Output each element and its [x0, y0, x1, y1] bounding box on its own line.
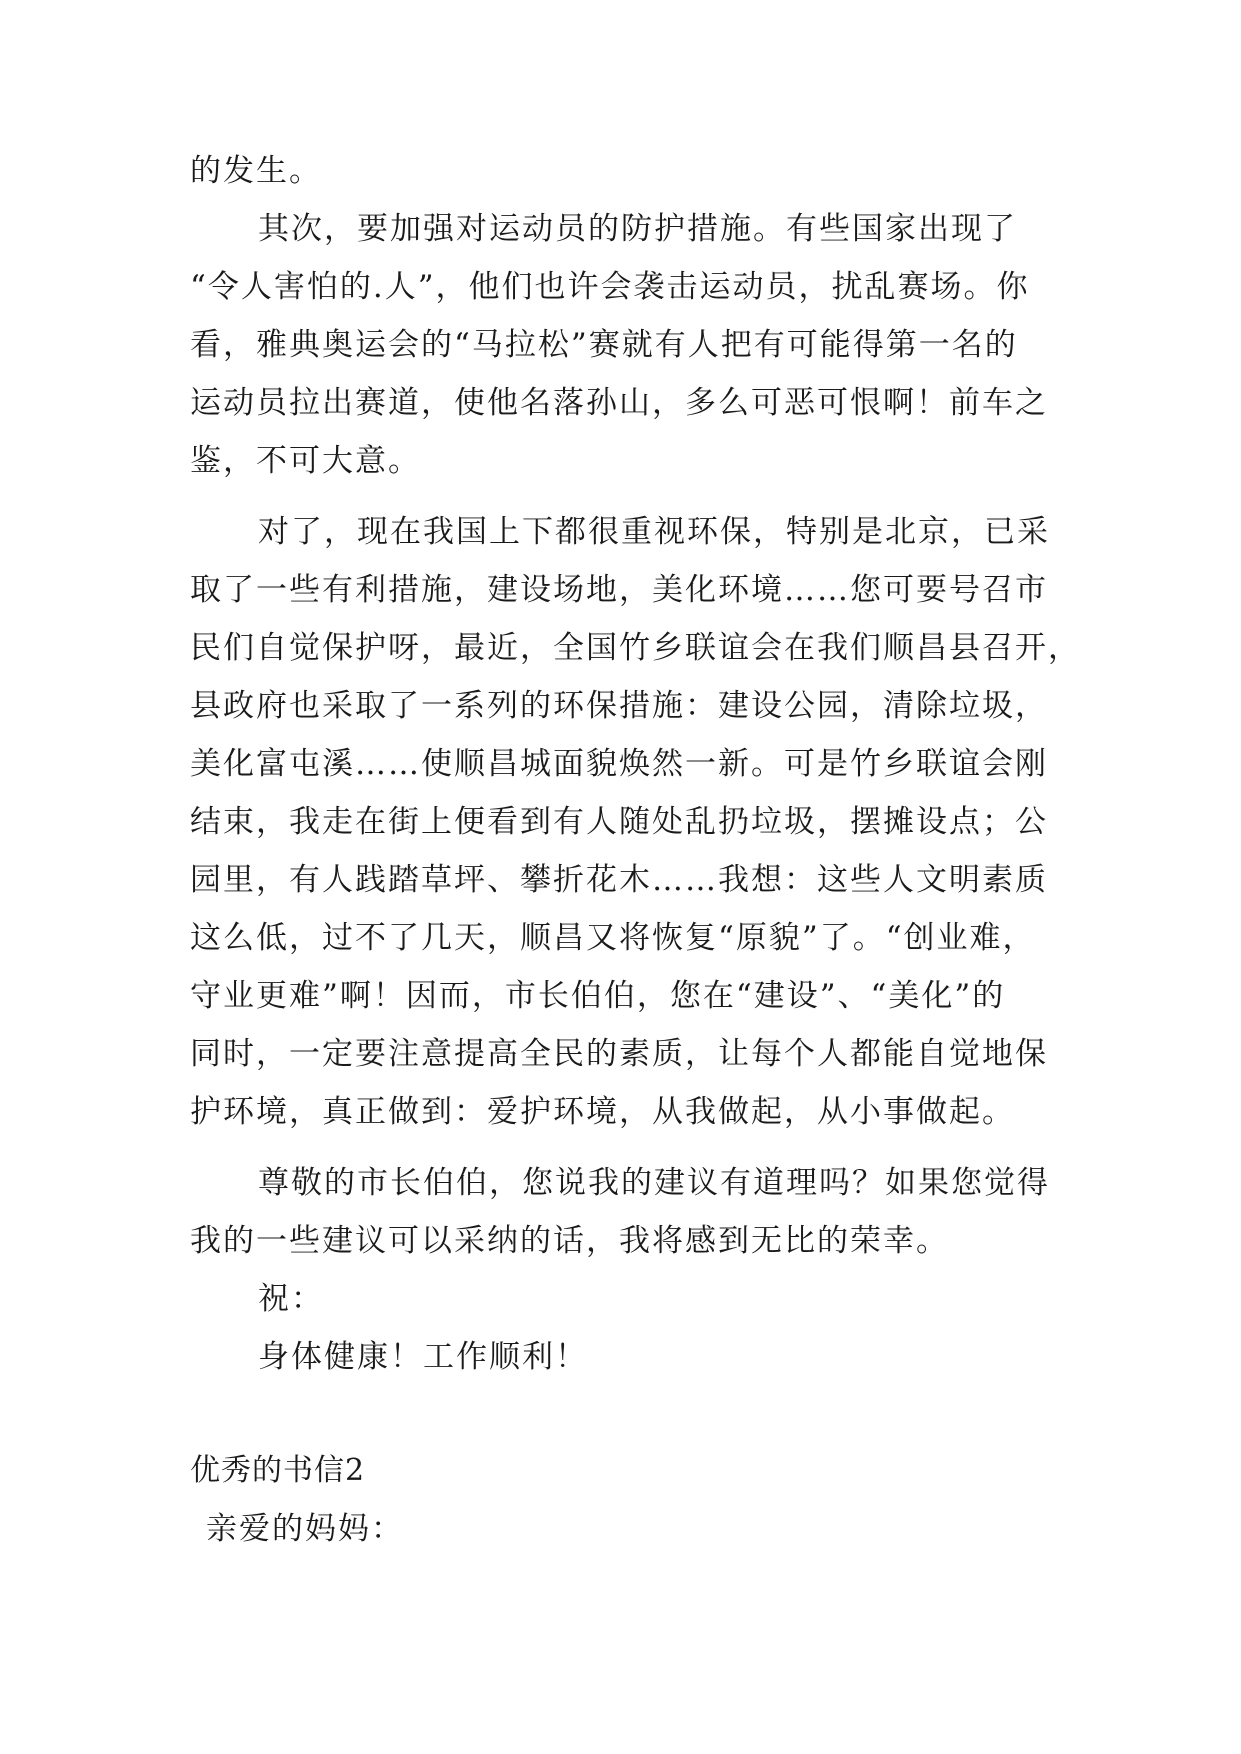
- paragraph-line: 这么低，过不了几天，顺昌又将恢复“原貌”了。“创业难，: [190, 920, 1036, 956]
- paragraph-line: 鉴，不可大意。: [190, 443, 421, 479]
- paragraph-line: 取了一些有利措施，建设场地，美化环境……您可要号召市: [190, 572, 1048, 608]
- closing-wish-line: 身体健康！工作顺利！: [258, 1339, 588, 1375]
- paragraph-line: 其次，要加强对运动员的防护措施。有些国家出现了: [258, 211, 1017, 247]
- paragraph-line: 守业更难”啊！因而，市长伯伯，您在“建设”、“美化”的: [190, 978, 1006, 1014]
- paragraph-line: 同时，一定要注意提高全民的素质，让每个人都能自觉地保: [190, 1036, 1048, 1072]
- paragraph-line: 我的一些建议可以采纳的话，我将感到无比的荣幸。: [190, 1223, 949, 1259]
- letter-salutation: 亲爱的妈妈：: [206, 1511, 404, 1547]
- paragraph-line: 运动员拉出赛道，使他名落孙山，多么可恶可恨啊！前车之: [190, 385, 1048, 421]
- closing-wish-line: 祝：: [258, 1281, 324, 1317]
- paragraph-line: 县政府也采取了一系列的环保措施：建设公园，清除垃圾，: [190, 688, 1048, 724]
- paragraph-line: 结束，我走在街上便看到有人随处乱扔垃圾，摆摊设点；公: [190, 804, 1048, 840]
- paragraph-line: 护环境，真正做到：爱护环境，从我做起，从小事做起。: [190, 1094, 1015, 1130]
- paragraph-line: 园里，有人践踏草坪、攀折花木……我想：这些人文明素质: [190, 862, 1048, 898]
- paragraph-line: 的发生。: [190, 153, 322, 189]
- paragraph-line: 民们自觉保护呀，最近，全国竹乡联谊会在我们顺昌县召开，: [190, 630, 1081, 666]
- paragraph-line: “令人害怕的.人”，他们也许会袭击运动员，扰乱赛场。你: [190, 269, 1030, 305]
- paragraph-line: 看，雅典奥运会的“马拉松”赛就有人把有可能得第一名的: [190, 327, 1018, 363]
- paragraph-line: 美化富屯溪……使顺昌城面貌焕然一新。可是竹乡联谊会刚: [190, 746, 1048, 782]
- paragraph-line: 对了，现在我国上下都很重视环保，特别是北京，已采: [258, 514, 1050, 550]
- section-title: 优秀的书信2: [190, 1453, 366, 1488]
- paragraph-line: 尊敬的市长伯伯，您说我的建议有道理吗？如果您觉得: [258, 1165, 1050, 1201]
